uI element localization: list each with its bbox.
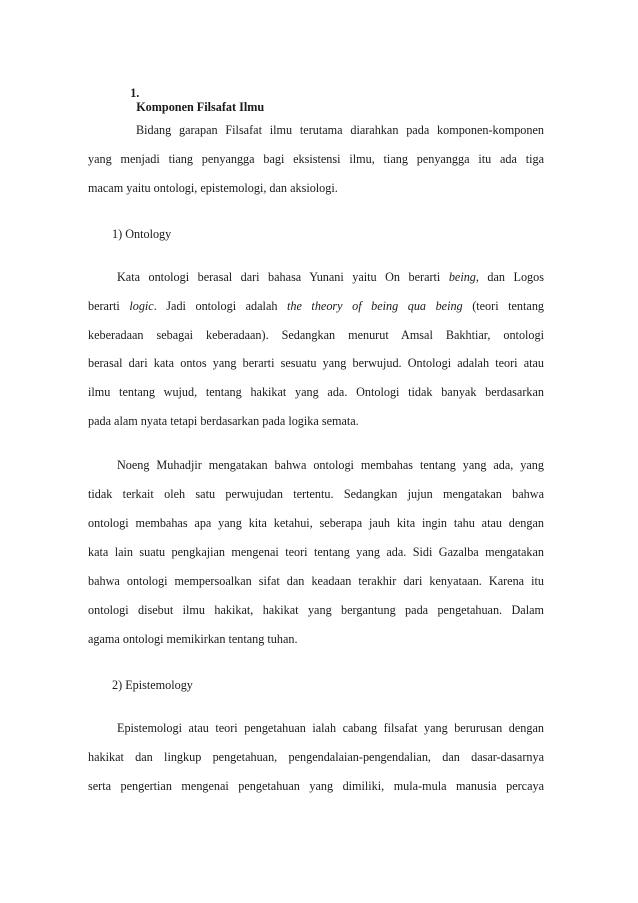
text-run: . Jadi ontologi adalah — [153, 299, 287, 313]
italic-term: being — [448, 270, 476, 284]
ontology-p1-line-2 — [88, 299, 544, 313]
italic-term: the theory of being qua being — [287, 299, 463, 313]
ontology-p2-line-5: bahwa ontologi mempersoalkan sifat dan keadaan terakhir dari kenyataan. Karena itu — [88, 574, 544, 588]
subsection-label-epistemology: 2) Epistemology — [112, 678, 193, 692]
text-run: , dan Logos — [475, 270, 544, 284]
intro-line-2: yang menjadi tiang penyangga bagi eksistensi ilmu, tiang penyangga itu ada tiga — [88, 152, 544, 166]
italic-term: logic — [129, 299, 154, 313]
ontology-p2-line-6: ontologi disebut ilmu hakikat, hakikat yang bergantung pada pengetahuan. Dalam — [88, 603, 544, 617]
text-run: (teori tentang — [462, 299, 545, 313]
ontology-p1-line-4: berasal dari kata ontos yang berarti sesuatu yang berwujud. Ontologi adalah teori atau — [88, 356, 544, 370]
epistemology-p1-line-3: serta pengertian mengenai pengetahuan yang dimiliki, mula-mula manusia percaya — [88, 779, 544, 793]
epistemology-p1-line-2: hakikat dan lingkup pengetahuan, pengendalaian-pengendalian, dan dasar-dasarnya — [88, 750, 544, 764]
intro-line-1: Bidang garapan Filsafat ilmu terutama diarahkan pada komponen-komponen — [136, 123, 544, 137]
text-run: berarti — [88, 299, 130, 313]
section-heading — [118, 72, 264, 128]
ontology-p2-line-1: Noeng Muhadjir mengatakan bahwa ontologi membahas tentang yang ada, yang — [117, 458, 544, 472]
ontology-p1-line-6: pada alam nyata tetapi berdasarkan pada logika semata. — [88, 414, 359, 428]
epistemology-p1-line-1: Epistemologi atau teori pengetahuan ialah cabang filsafat yang berurusan dengan — [117, 721, 544, 735]
ontology-p1-line-3: keberadaan sebagai keberadaan). Sedangkan menurut Amsal Bakhtiar, ontologi — [88, 328, 544, 342]
ontology-p1-line-1 — [117, 270, 544, 284]
ontology-p2-line-2: tidak terkait oleh satu perwujudan tertentu. Sedangkan jujun mengatakan bahwa — [88, 487, 544, 501]
text-run: Kata ontologi berasal dari bahasa Yunani yaitu On berarti — [117, 270, 449, 284]
intro-line-3: macam yaitu ontologi, epistemologi, dan aksiologi. — [88, 181, 338, 195]
ontology-p2-line-7: agama ontologi memikirkan tentang tuhan. — [88, 632, 298, 646]
ontology-p1-line-5: ilmu tentang wujud, tentang hakikat yang ada. Ontologi tidak banyak berdasarkan — [88, 385, 544, 399]
subsection-label-ontology: 1) Ontology — [112, 227, 172, 241]
ontology-p2-line-4: kata lain suatu pengkajian mengenai teori tentang yang ada. Sidi Gazalba mengatakan — [88, 545, 544, 559]
heading-title: Komponen Filsafat Ilmu — [136, 100, 265, 114]
heading-number: 1. — [130, 86, 140, 100]
ontology-p2-line-3: ontologi membahas apa yang kita ketahui, seberapa jauh kita ingin tahu atau dengan — [88, 516, 544, 530]
